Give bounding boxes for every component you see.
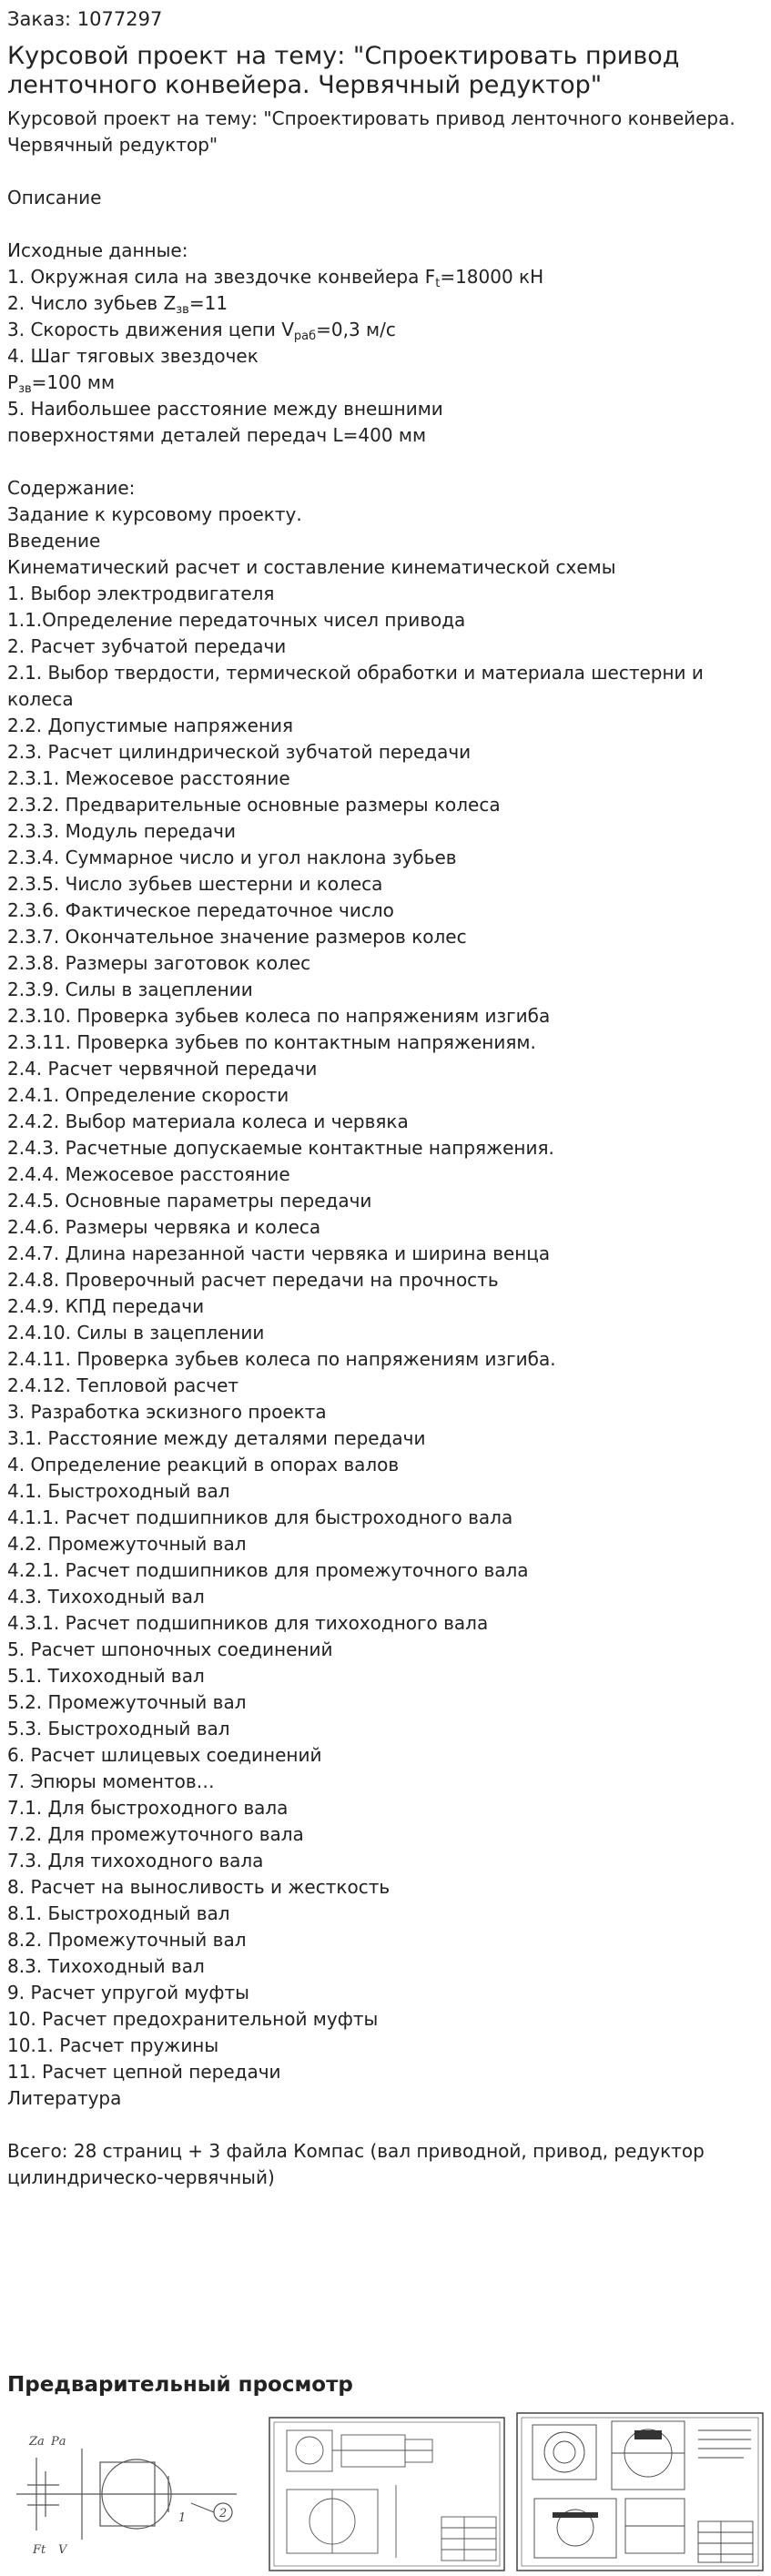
total-line: цилиндрическо-червячный) <box>7 2166 275 2188</box>
description-label: Описание <box>7 187 102 208</box>
contents-label: Содержание: <box>7 477 136 499</box>
contents-item: 2.4.6. Размеры червяка и колеса <box>7 1216 321 1238</box>
preview-heading: Предварительный просмотр <box>7 2373 353 2397</box>
contents-item: 2.4.9. КПД передачи <box>7 1295 205 1317</box>
source-item: 4. Шаг тяговых звездочек <box>7 345 259 367</box>
contents-item: 4.2. Промежуточный вал <box>7 1533 247 1555</box>
source-item: 2. Число зубьев $Z_{зв}=11$ <box>7 292 228 317</box>
sketch-label: 1 <box>178 2511 187 2525</box>
sketch-label: Pа <box>51 2435 66 2449</box>
contents-item: 5.2. Промежуточный вал <box>7 1691 247 1713</box>
contents-item: 8.3. Тихоходный вал <box>7 1955 205 1977</box>
contents-item: 5. Расчет шпоночных соединений <box>7 1638 333 1660</box>
contents-item: 4.1.1. Расчет подшипников для быстроходного вала <box>7 1506 513 1528</box>
contents-item: 10.1. Расчет пружины <box>7 2034 219 2056</box>
page-title: Курсовой проект на тему: "Спроектировать привод ленточного конвейера. Червячный редуктор" <box>7 42 680 99</box>
source-data-label: Исходные данные: <box>7 239 188 261</box>
preview-thumbnail-reducer-drawing[interactable] <box>516 2412 764 2571</box>
contents-item: 2.3.2. Предварительные основные размеры колеса <box>7 794 501 816</box>
contents-item: 2.3.4. Суммарное число и угол наклона зубьев <box>7 847 457 868</box>
contents-item: 8.1. Быстроходный вал <box>7 1902 230 1924</box>
contents-item: 2.2. Допустимые напряжения <box>7 715 294 736</box>
contents-item: 2.4.3. Расчетные допускаемые контактные напряжения. <box>7 1137 554 1159</box>
contents-item: 2.3.3. Модуль передачи <box>7 820 236 842</box>
contents-item: 2. Расчет зубчатой передачи <box>7 635 287 657</box>
contents-item: Кинематический расчет и составление кинематической схемы <box>7 556 616 578</box>
contents-item: 2.3.8. Размеры заготовок колес <box>7 952 311 974</box>
contents-item: Задание к курсовому проекту. <box>7 503 302 525</box>
contents-item: 7.3. Для тихоходного вала <box>7 1850 264 1871</box>
subtitle-line: Червячный редуктор" <box>7 134 218 156</box>
contents-item: 2.4.5. Основные параметры передачи <box>7 1190 372 1212</box>
contents-item: 5.1. Тихоходный вал <box>7 1665 205 1687</box>
preview-thumbnail-scheme[interactable] <box>9 2421 255 2567</box>
contents-item: 4.1. Быстроходный вал <box>7 1480 230 1502</box>
contents-item: 2.3.10. Проверка зубьев колеса по напряжениям изгиба <box>7 1005 551 1027</box>
source-item: 5. Наибольшее расстояние между внешними <box>7 398 443 420</box>
contents-item: 1.1.Определение передаточных чисел привода <box>7 609 466 631</box>
contents-item: 4. Определение реакций в опорах валов <box>7 1454 400 1476</box>
contents-item: Литература <box>7 2087 122 2109</box>
preview-gallery <box>0 2412 771 2576</box>
contents-item: 7.2. Для промежуточного вала <box>7 1823 304 1845</box>
contents-item: 1. Выбор электродвигателя <box>7 583 275 604</box>
contents-item: 2.3.7. Окончательное значение размеров колес <box>7 926 467 948</box>
contents-item: 2.4.1. Определение скорости <box>7 1084 289 1106</box>
contents-item: 7. Эпюры моментов… <box>7 1770 215 1792</box>
contents-item: 2.3.9. Силы в зацеплении <box>7 979 253 1000</box>
contents-item: 11. Расчет цепной передачи <box>7 2061 281 2083</box>
contents-item: 8.2. Промежуточный вал <box>7 1929 247 1951</box>
contents-item: 2.4.11. Проверка зубьев колеса по напряжениям изгиба. <box>7 1348 556 1370</box>
total-line: Всего: 28 страниц + 3 файла Компас (вал приводной, привод, редуктор <box>7 2140 705 2162</box>
contents-item: 7.1. Для быстроходного вала <box>7 1797 289 1819</box>
contents-item: 2.4.7. Длина нарезанной части червяка и ширина венца <box>7 1242 551 1264</box>
subtitle-line: Курсовой проект на тему: "Спроектировать привод ленточного конвейера. <box>7 107 735 129</box>
sketch-label: V <box>58 2543 67 2557</box>
contents-item: 2.3.6. Фактическое передаточное число <box>7 899 394 921</box>
sketch-label: Ft <box>33 2543 46 2557</box>
contents-item: 9. Расчет упругой муфты <box>7 1982 249 2003</box>
preview-thumbnail-drive-drawing[interactable] <box>269 2417 505 2571</box>
contents-item: 4.3. Тихоходный вал <box>7 1586 205 1607</box>
source-item: 1. Окружная сила на звездочке конвейера $F_t=18000$ кН <box>7 266 544 290</box>
source-item: $P_{зв}=100$ мм <box>7 371 116 396</box>
contents-item: 2.4.12. Тепловой расчет <box>7 1374 239 1396</box>
contents-item: 2.4.10. Силы в зацеплении <box>7 1322 265 1344</box>
contents-item: 2.1. Выбор твердости, термической обработки и материала шестерни и колеса <box>7 662 710 710</box>
contents-item: 4.3.1. Расчет подшипников для тихоходного вала <box>7 1612 489 1634</box>
contents-item: Введение <box>7 530 101 552</box>
source-item: поверхностями деталей передач L=400 мм <box>7 424 427 446</box>
contents-item: 8. Расчет на выносливость и жесткость <box>7 1876 391 1898</box>
contents-item: 3.1. Расстояние между деталями передачи <box>7 1427 426 1449</box>
contents-item: 2.3.11. Проверка зубьев по контактным напряжениям. <box>7 1031 536 1053</box>
contents-item: 2.3.5. Число зубьев шестерни и колеса <box>7 873 383 895</box>
contents-item: 3. Разработка эскизного проекта <box>7 1401 327 1423</box>
contents-item: 2.3. Расчет цилиндрической зубчатой передачи <box>7 741 472 763</box>
contents-item: 5.3. Быстроходный вал <box>7 1718 230 1739</box>
contents-item: 10. Расчет предохранительной муфты <box>7 2008 379 2030</box>
order-number: Заказ: 1077297 <box>7 8 163 30</box>
description-body <box>7 106 763 2191</box>
source-item: 3. Скорость движения цепи $V_{раб}=0,3$ м/с <box>7 319 396 343</box>
contents-list <box>7 502 763 2112</box>
contents-item: 2.4.2. Выбор материала колеса и червяка <box>7 1111 409 1132</box>
contents-item: 2.4.8. Проверочный расчет передачи на прочность <box>7 1269 499 1291</box>
contents-item: 4.2.1. Расчет подшипников для промежуточного вала <box>7 1559 529 1581</box>
contents-item: 2.4. Расчет червячной передачи <box>7 1058 318 1080</box>
sketch-label: 2 <box>219 2507 228 2520</box>
sketch-label: Zа <box>29 2435 45 2449</box>
contents-item: 2.4.4. Межосевое расстояние <box>7 1163 290 1185</box>
contents-item: 6. Расчет шлицевых соединений <box>7 1744 322 1766</box>
contents-item: 2.3.1. Межосевое расстояние <box>7 767 290 789</box>
